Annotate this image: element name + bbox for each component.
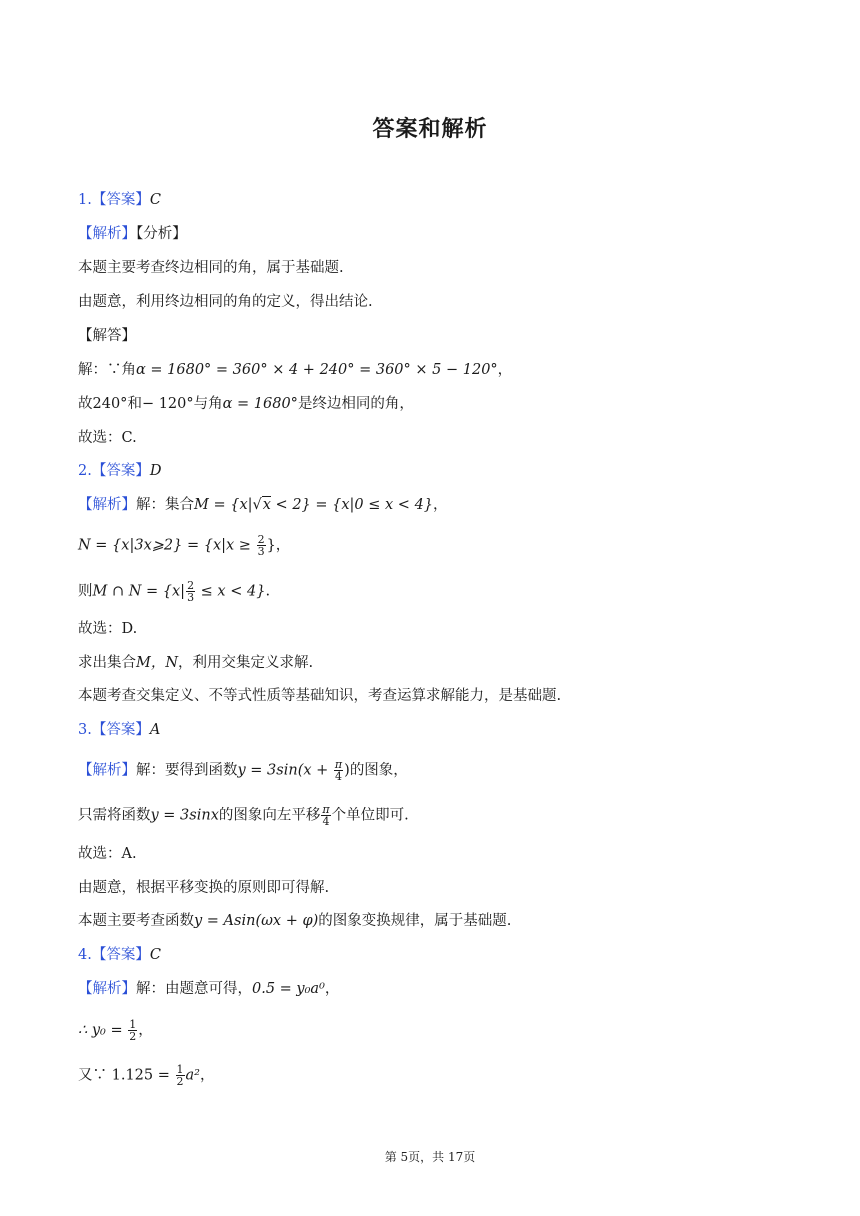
q2-answer-line	[78, 461, 161, 481]
q3-f-fraction	[334, 759, 343, 782]
q3-shift-fraction	[321, 804, 330, 827]
q1-answer-line	[78, 190, 161, 210]
q1-sol-prefix: 解：∵角	[78, 362, 136, 378]
q1-jiexi-tag: 【解析】	[78, 226, 136, 242]
q4-t-den: 2	[129, 1030, 137, 1043]
q3-answer-line	[78, 720, 160, 740]
q1-answer-tag: 【答案】	[91, 192, 150, 208]
q2-n-b: }	[266, 537, 276, 554]
q1-concl-m1: 240°	[92, 396, 128, 412]
q1-answer: C	[149, 192, 161, 208]
q1-concl-suffix: 是终边相同的角，	[297, 396, 414, 412]
q2-comma: ，	[433, 497, 448, 513]
q4-a-suffix: ，	[199, 1067, 215, 1084]
q3-sol-prefix: 解：要得到函数	[136, 762, 238, 779]
q1-concl-and: 和	[127, 396, 142, 412]
sqrt-symbol: √	[252, 497, 262, 513]
q1-sol-math: α = 1680° = 360° × 4 + 240° = 360° × 5 − 120°	[136, 362, 498, 378]
q4-sol-prefix: 解：由题意可得，	[136, 981, 252, 997]
q4-t-suffix: ，	[138, 1022, 153, 1039]
q3-answer: A	[149, 722, 161, 738]
q2-method-prefix: 求出集合	[78, 655, 136, 671]
q3-shift-prefix: 只需将函数	[78, 807, 151, 824]
q4-number: 4.	[78, 947, 92, 963]
q2-method-suffix: ，利用交集定义求解.	[178, 655, 314, 671]
q4-jiexi-tag: 【解析】	[78, 981, 136, 997]
q4-a-den: 2	[176, 1075, 184, 1088]
q4-t-fraction	[128, 1019, 137, 1042]
q2-choice: 故选：D.	[78, 621, 138, 637]
q3-summary-prefix: 本题主要考查函数	[78, 913, 194, 929]
q3-shift-num: π	[322, 803, 330, 816]
q2-inter-den: 3	[187, 591, 195, 604]
q1-solution	[78, 360, 512, 380]
q1-choice: 故选：C.	[78, 430, 137, 446]
q2-m-sqrt: x	[262, 497, 271, 513]
q2-set-m	[78, 495, 448, 515]
q3-shift-math: y = 3sinx	[150, 807, 219, 824]
q3-number: 3.	[78, 722, 92, 738]
q2-intersection	[78, 580, 270, 603]
q1-concl-m3: α = 1680°	[222, 396, 298, 412]
q2-jiexi-tag: 【解析】	[78, 497, 136, 513]
q4-a-fraction	[176, 1064, 185, 1087]
q1-conclusion	[78, 394, 414, 414]
q2-method-math: M，N	[136, 655, 179, 671]
page-title: 答案和解析	[372, 117, 488, 142]
q2-inter-fraction	[186, 580, 195, 603]
q2-inter-num: 2	[187, 579, 195, 592]
q1-concl-prefix: 故	[78, 396, 93, 412]
q4-answer: C	[149, 947, 161, 963]
q3-jiexi-tag: 【解析】	[78, 762, 136, 779]
q4-therefore	[78, 1019, 153, 1042]
q3-summary-suffix: 的图象变换规律，属于基础题.	[318, 913, 512, 929]
q4-answer-line	[78, 945, 161, 965]
q4-eq1: 0.5 = y₀a⁰	[252, 981, 325, 997]
q4-solution	[78, 979, 339, 999]
q2-number: 2.	[78, 463, 92, 479]
q1-fenxi-tag: 【分析】	[136, 226, 187, 242]
q3-shift-mid: 的图象向左平移	[218, 807, 321, 824]
q2-n-num: 2	[257, 533, 265, 546]
q3-shift	[78, 804, 409, 827]
q2-answer: D	[149, 463, 162, 479]
q4-answer-tag: 【答案】	[91, 947, 150, 963]
q2-n-fraction	[257, 534, 266, 557]
q2-n-comma: ，	[275, 537, 291, 554]
q3-f-num: π	[334, 758, 343, 771]
q3-choice: 故选：A.	[78, 846, 137, 862]
q3-shift-den: 4	[322, 815, 330, 828]
q4-comma: ，	[324, 981, 340, 997]
q1-jieda-tag: 【解答】	[78, 328, 136, 344]
q1-number: 1.	[78, 192, 92, 208]
q3-method: 由题意，根据平移变换的原则即可得解.	[78, 880, 330, 896]
q1-concl-mid: 与角	[193, 396, 223, 412]
q2-method	[78, 653, 313, 673]
q1-jiexi-line	[78, 224, 187, 244]
q3-sol-suffix: 的图象，	[349, 762, 408, 779]
q1-method: 由题意，利用终边相同的角的定义，得出结论.	[78, 294, 373, 310]
q3-f-a: y = 3sin(x +	[237, 762, 333, 779]
q3-f-b: )	[344, 762, 350, 779]
q2-n-a: N = {x|3x⩾2} = {x|x ≥	[78, 537, 256, 554]
q2-inter-prefix: 则	[78, 583, 93, 600]
q2-m-a: M = {x|	[194, 497, 253, 513]
q4-a-b: a²	[185, 1067, 200, 1084]
q1-concl-m2: − 120°	[141, 396, 194, 412]
q2-m-b: < 2} = {x|0 ≤ x < 4}	[270, 497, 434, 513]
q2-n-den: 3	[257, 545, 265, 558]
q2-sol-prefix: 解：集合	[136, 497, 194, 513]
q2-answer-tag: 【答案】	[91, 463, 150, 479]
q2-inter-b: ≤ x < 4}	[196, 583, 266, 600]
q3-f-den: 4	[335, 770, 343, 783]
q1-analysis: 本题主要考查终边相同的角，属于基础题.	[78, 260, 344, 276]
q3-shift-suffix: 个单位即可.	[331, 807, 409, 824]
q3-answer-tag: 【答案】	[91, 722, 150, 738]
q4-t-num: 1	[129, 1018, 137, 1031]
q3-summary-math: y = Asin(ωx + φ)	[194, 913, 319, 929]
q3-solution	[78, 759, 408, 782]
q2-summary: 本题考查交集定义、不等式性质等基础知识，考查运算求解能力，是基础题.	[78, 688, 562, 704]
q2-set-n	[78, 534, 290, 557]
q4-again-prefix: 又∵ 1.125 =	[78, 1067, 175, 1084]
q1-sol-suffix: ，	[497, 362, 513, 378]
q4-a-num: 1	[176, 1063, 184, 1076]
q2-inter-a: M ∩ N = {x|	[92, 583, 186, 600]
q4-again	[78, 1064, 214, 1087]
q2-inter-suffix: .	[265, 583, 271, 600]
q4-therefore-text: ∴ y₀ =	[78, 1022, 128, 1039]
page-footer: 第 5页，共 17页	[384, 1150, 476, 1164]
q3-summary	[78, 911, 511, 931]
